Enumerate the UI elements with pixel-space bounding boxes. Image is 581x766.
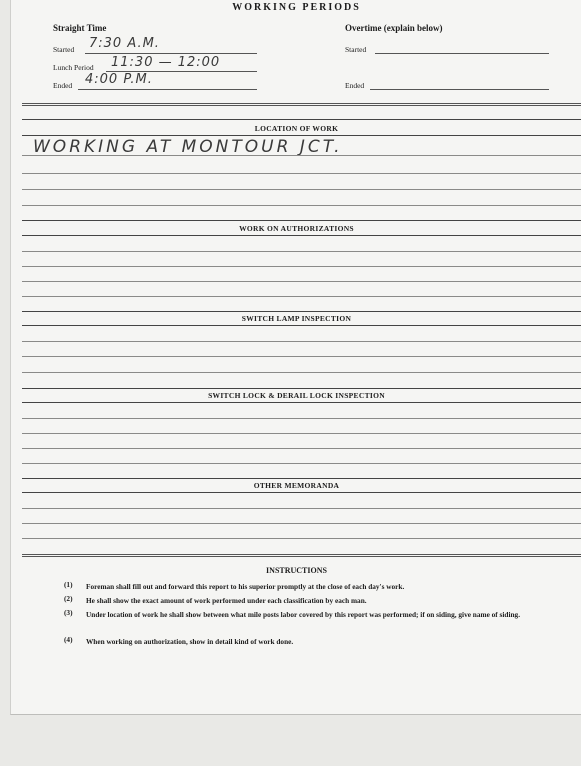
switch-lamp-line <box>22 356 581 357</box>
straight-started-label: Started <box>53 45 75 54</box>
switch-lock-line <box>22 448 581 449</box>
instructions-separator <box>22 554 581 557</box>
authorizations-line <box>22 251 581 252</box>
instruction-item <box>64 635 574 649</box>
memoranda-top-rule <box>22 478 581 479</box>
instruction-text: He shall show the exact amount of work performed under each classification by each man. <box>86 596 367 605</box>
switch-lock-line <box>22 463 581 464</box>
instruction-number: (3) <box>64 608 73 617</box>
switch-lock-line <box>22 433 581 434</box>
memoranda-line <box>22 538 581 539</box>
straight-ended-field[interactable]: 4:00 P.M. <box>85 72 153 87</box>
lunch-period-field[interactable]: 11:30 — 12:00 <box>111 55 221 70</box>
memoranda-line <box>22 523 581 524</box>
overtime-heading: Overtime (explain below) <box>345 23 443 33</box>
instruction-number: (2) <box>64 594 73 603</box>
straight-started-line <box>85 52 257 54</box>
location-line <box>22 173 581 174</box>
instruction-item <box>64 580 574 594</box>
switch-lamp-inspection-title: SWITCH LAMP INSPECTION <box>241 314 352 323</box>
timesheet-page <box>10 0 581 715</box>
overtime-ended-field[interactable] <box>370 88 549 90</box>
memoranda-line <box>22 508 581 509</box>
work-on-authorizations-title: WORK ON AUTHORIZATIONS <box>239 224 354 233</box>
authorizations-title-rule <box>22 235 581 236</box>
instruction-item <box>64 594 574 608</box>
switch-lamp-line <box>22 372 581 373</box>
overtime-ended-label: Ended <box>345 81 365 90</box>
switch-lock-top-rule <box>22 388 581 389</box>
instruction-number: (4) <box>64 635 73 644</box>
header-separator <box>22 103 581 106</box>
switch-lock-line <box>22 418 581 419</box>
other-memoranda-title: OTHER MEMORANDA <box>253 481 340 490</box>
switch-lamp-line <box>22 341 581 342</box>
location-top-rule <box>22 119 581 120</box>
instruction-text: When working on authorization, show in detail kind of work done. <box>86 637 294 646</box>
memoranda-title-rule <box>22 492 581 493</box>
switch-lamp-top-rule <box>22 311 581 312</box>
straight-time-heading: Straight Time <box>53 23 107 33</box>
authorizations-top-rule <box>22 220 581 221</box>
straight-ended-label: Ended <box>53 81 73 90</box>
location-entry[interactable]: WORKING AT MONTOUR JCT. <box>33 137 343 157</box>
instruction-text: Under location of work he shall show between what mile posts labor covered by this report was performed; if on siding, give name of siding. <box>86 610 521 619</box>
location-line <box>22 155 581 156</box>
authorizations-line <box>22 281 581 282</box>
location-title-rule <box>22 135 581 136</box>
instruction-number: (1) <box>64 580 73 589</box>
location-line <box>22 205 581 206</box>
location-of-work-title: LOCATION OF WORK <box>254 124 339 133</box>
switch-lamp-title-rule <box>22 325 581 326</box>
straight-started-field[interactable]: 7:30 A.M. <box>89 36 160 51</box>
form-title: WORKING PERIODS <box>232 2 361 13</box>
instructions-title: INSTRUCTIONS <box>266 566 327 575</box>
switch-lock-title-rule <box>22 402 581 403</box>
lunch-period-label: Lunch Period <box>53 63 94 72</box>
straight-ended-line <box>78 88 257 90</box>
overtime-started-label: Started <box>345 45 367 54</box>
instruction-item <box>64 608 574 636</box>
instruction-text: Foreman shall fill out and forward this report to his superior promptly at the close of each day's work. <box>86 582 405 591</box>
authorizations-line <box>22 266 581 267</box>
switch-lock-inspection-title: SWITCH LOCK & DERAIL LOCK INSPECTION <box>208 391 385 400</box>
authorizations-line <box>22 296 581 297</box>
overtime-started-field[interactable] <box>375 52 549 54</box>
location-line <box>22 189 581 190</box>
